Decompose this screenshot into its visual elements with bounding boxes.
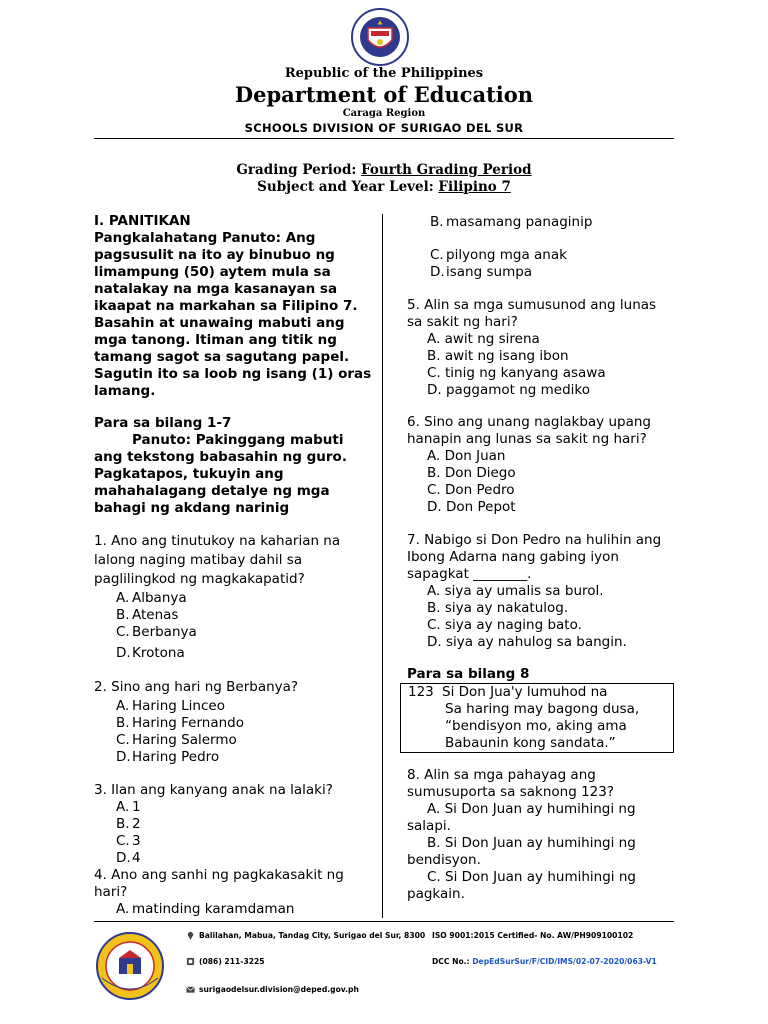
q1-option-b bbox=[116, 607, 178, 624]
instruction-line: lamang. bbox=[94, 383, 156, 399]
department-heading: Department of Education bbox=[234, 82, 534, 107]
instruction-line: ikaapat na markahan sa Filipino 7. bbox=[94, 298, 358, 314]
q6-option-b: B. Don Diego bbox=[427, 465, 516, 481]
q4-option-b bbox=[430, 214, 592, 231]
q2-option-c bbox=[116, 732, 237, 749]
q3-option-d bbox=[116, 850, 141, 867]
instruction-line: Sagutin ito sa loob ng isang (1) oras bbox=[94, 366, 372, 382]
option-letter: A. bbox=[116, 590, 130, 606]
question-7-text: Ibong Adarna nang gabing iyon bbox=[407, 549, 619, 565]
option-text: 1 bbox=[132, 799, 141, 815]
footer-iso: ISO 9001:2015 Certified- No. AW/PH909100102 bbox=[432, 931, 634, 940]
grading-period-label: Grading Period: bbox=[236, 162, 362, 178]
question-8-text: sumusuporta sa saknong 123? bbox=[407, 784, 615, 800]
q2-option-b bbox=[116, 715, 244, 732]
poem-line: Sa haring may bagong dusa, bbox=[445, 701, 640, 717]
q1-option-a bbox=[116, 590, 187, 607]
q8-option-b: B. Si Don Juan ay humihingi ng bbox=[427, 835, 636, 851]
footer-dcc bbox=[432, 957, 657, 966]
option-letter: D. bbox=[116, 749, 131, 765]
subject-level-label: Subject and Year Level: bbox=[257, 179, 439, 195]
q8-option-c: C. Si Don Juan ay humihingi ng bbox=[427, 869, 636, 885]
grading-period-value: Fourth Grading Period bbox=[361, 162, 532, 178]
q4-option-d bbox=[430, 264, 532, 281]
footer-divider bbox=[94, 921, 674, 922]
q5-option-a: A. awit ng sirena bbox=[427, 331, 540, 347]
option-text: Albanya bbox=[132, 590, 187, 606]
location-icon bbox=[186, 931, 195, 940]
section-title: I. PANITIKAN bbox=[94, 213, 191, 229]
question-5-text: sa sakit ng hari? bbox=[407, 314, 518, 330]
panuto-line: ang tekstong babasahin ng guro. bbox=[94, 449, 347, 465]
option-text: isang sumpa bbox=[446, 264, 533, 280]
panuto-line: mahahalagang detalye ng mga bbox=[94, 483, 330, 499]
phone-icon bbox=[186, 957, 195, 966]
option-letter: B. bbox=[430, 214, 444, 230]
option-text: masamang panaginip bbox=[446, 214, 593, 230]
option-letter: A. bbox=[116, 901, 130, 917]
option-text: pilyong mga anak bbox=[446, 247, 567, 263]
q7-option-a: A. siya ay umalis sa burol. bbox=[427, 583, 604, 599]
column-divider bbox=[382, 214, 383, 918]
poem-line: Babaunin kong sandata.” bbox=[445, 735, 616, 751]
option-letter: B. bbox=[116, 715, 130, 731]
option-text: Berbanya bbox=[132, 624, 197, 640]
poem-line: “bendisyon mo, aking ama bbox=[445, 718, 627, 734]
q6-option-d: D. Don Pepot bbox=[427, 499, 516, 515]
q5-option-b: B. awit ng isang ibon bbox=[427, 348, 569, 364]
instruction-line: tamang sagot sa sagutang papel. bbox=[94, 349, 350, 365]
option-letter: C. bbox=[116, 833, 130, 849]
question-7-text: sapagkat ________. bbox=[407, 566, 532, 582]
question-6-text: 6. Sino ang unang naglakbay upang bbox=[407, 414, 651, 430]
dcc-label: DCC No.: bbox=[432, 957, 473, 966]
q3-option-a bbox=[116, 799, 141, 816]
option-letter: B. bbox=[116, 607, 130, 623]
q4-option-c bbox=[430, 247, 567, 264]
republic-heading: Republic of the Philippines bbox=[284, 66, 484, 81]
q5-option-c: C. tinig ng kanyang asawa bbox=[427, 365, 606, 381]
question-1-text: 1. Ano ang tinutukoy na kaharian na bbox=[94, 533, 341, 549]
option-letter: B. bbox=[116, 816, 130, 832]
q3-option-c bbox=[116, 833, 141, 850]
region-heading: Caraga Region bbox=[342, 108, 426, 119]
panuto-line: Pagkatapos, tukuyin ang bbox=[94, 466, 284, 482]
q1-option-d bbox=[116, 645, 185, 662]
option-letter: C. bbox=[430, 247, 444, 263]
q2-option-d bbox=[116, 749, 219, 766]
option-text: Haring Salermo bbox=[132, 732, 237, 748]
email-icon bbox=[186, 985, 195, 994]
division-heading: SCHOOLS DIVISION OF SURIGAO DEL SUR bbox=[244, 121, 524, 135]
question-1-text: paglilingkod ng magkakapatid? bbox=[94, 571, 305, 587]
option-letter: D. bbox=[116, 645, 131, 661]
q6-option-c: C. Don Pedro bbox=[427, 482, 515, 498]
question-4-text: 4. Ano ang sanhi ng pagkakasakit ng bbox=[94, 867, 344, 883]
para-8-label: Para sa bilang 8 bbox=[407, 666, 530, 682]
option-letter: A. bbox=[116, 799, 130, 815]
option-text: 4 bbox=[132, 850, 141, 866]
q1-option-c bbox=[116, 624, 197, 641]
footer-phone: (086) 211-3225 bbox=[199, 957, 265, 966]
footer-email: surigaodelsur.division@deped.gov.ph bbox=[199, 985, 359, 994]
footer-address: Balilahan, Mabua, Tandag City, Surigao del Sur, 8300 bbox=[199, 931, 426, 940]
instruction-line: Basahin at unawaing mabuti ang bbox=[94, 315, 345, 331]
option-text: 3 bbox=[132, 833, 141, 849]
option-letter: C. bbox=[116, 732, 130, 748]
q4-option-a bbox=[116, 901, 294, 918]
instruction-line: limampung (50) aytem mula sa bbox=[94, 264, 331, 280]
header-divider bbox=[94, 138, 674, 139]
question-8-text: 8. Alin sa mga pahayag ang bbox=[407, 767, 596, 783]
option-text: Haring Fernando bbox=[132, 715, 245, 731]
q8-option-a-cont: salapi. bbox=[407, 818, 451, 834]
instruction-line: natalakay na mga kasanayan sa bbox=[94, 281, 338, 297]
q8-option-c-cont: pagkain. bbox=[407, 886, 465, 902]
panuto-line: bahagi ng akdang narinig bbox=[94, 500, 290, 516]
q5-option-d: D. paggamot ng mediko bbox=[427, 382, 591, 398]
q8-option-b-cont: bendisyon. bbox=[407, 852, 481, 868]
poem-number: 123 bbox=[408, 684, 434, 700]
option-letter: D. bbox=[430, 264, 445, 280]
q7-option-b: B. siya ay nakatulog. bbox=[427, 600, 569, 616]
dcc-value: DepEdSurSur/F/CID/IMS/02-07-2020/063-V1 bbox=[472, 957, 657, 966]
deped-seal-logo bbox=[334, 8, 426, 66]
option-letter: D. bbox=[116, 850, 131, 866]
option-text: matinding karamdaman bbox=[132, 901, 295, 917]
instruction-line: Pangkalahatang Panuto: Ang bbox=[94, 230, 316, 246]
question-1-text: lalong naging matibay dahil sa bbox=[94, 552, 303, 568]
instruction-line: mga tanong. Itiman ang titik ng bbox=[94, 332, 337, 348]
option-text: Haring Linceo bbox=[132, 698, 225, 714]
poem-line: Si Don Jua'y lumuhod na bbox=[442, 684, 608, 700]
option-text: Haring Pedro bbox=[132, 749, 220, 765]
question-5-text: 5. Alin sa mga sumusunod ang lunas bbox=[407, 297, 657, 313]
question-4-text: hari? bbox=[94, 884, 128, 900]
option-letter: A. bbox=[116, 698, 130, 714]
division-logo bbox=[92, 930, 176, 1002]
q8-option-a: A. Si Don Juan ay humihingi ng bbox=[427, 801, 636, 817]
q6-option-a: A. Don Juan bbox=[427, 448, 506, 464]
panuto-line: Panuto: Pakinggang mabuti bbox=[132, 432, 344, 448]
question-6-text: hanapin ang lunas sa sakit ng hari? bbox=[407, 431, 647, 447]
para-label: Para sa bilang 1-7 bbox=[94, 415, 232, 431]
q3-option-b bbox=[116, 816, 141, 833]
question-7-text: 7. Nabigo si Don Pedro na hulihin ang bbox=[407, 532, 662, 548]
q7-option-c: C. siya ay naging bato. bbox=[427, 617, 582, 633]
q7-option-d: D. siya ay nahulog sa bangin. bbox=[427, 634, 627, 650]
option-text: Krotona bbox=[132, 645, 185, 661]
option-letter: C. bbox=[116, 624, 130, 640]
grading-period bbox=[0, 162, 768, 178]
question-2-text: 2. Sino ang hari ng Berbanya? bbox=[94, 679, 299, 695]
subject-level-value: Filipino 7 bbox=[438, 179, 511, 195]
question-3-text: 3. Ilan ang kanyang anak na lalaki? bbox=[94, 782, 333, 798]
option-text: Atenas bbox=[132, 607, 179, 623]
subject-level bbox=[0, 179, 768, 195]
option-text: 2 bbox=[132, 816, 141, 832]
instruction-line: pagsusulit na ito ay binubuo ng bbox=[94, 247, 335, 263]
q2-option-a bbox=[116, 698, 225, 715]
